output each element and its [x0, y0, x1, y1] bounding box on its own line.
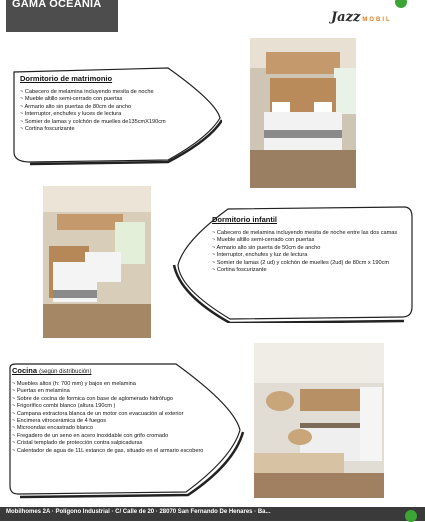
kids-bedroom-card [172, 203, 417, 323]
bedroom-master-card [8, 62, 222, 166]
list-item: ~ Cortina foscurizante [212, 267, 408, 274]
master-bedroom-photo [250, 38, 356, 188]
list-item: ~ Somier de lamas (2 ud) y colchón de muelles (2ud) de 80cm x 190cm [212, 260, 408, 267]
section-title: Dormitorio de matrimonio [20, 74, 113, 83]
list-item: ~ Interruptor, enchufes y luz de lectura [212, 252, 408, 259]
list-item: ~ Cabecero de melamina incluyendo mesita de noche entre las dos camas [212, 230, 408, 237]
brand-name: Jazz [331, 10, 361, 25]
list-item: ~ Cabecero de melamina incluyendo mesita de noche [20, 89, 218, 96]
list-item: ~ Campana extractora blanca de un motor con evacuación al exterior [12, 411, 240, 418]
list-item: ~ Interruptor, enchufes y luces de lectura [20, 111, 218, 118]
list-item: ~ Cristal templado de protección contra salpicaduras [12, 440, 240, 447]
list-item: ~ Encimera vitrocerámica de 4 fuegos [12, 418, 240, 425]
section-title-text: Cocina [12, 366, 38, 375]
kitchen-photo [254, 343, 384, 498]
list-item: ~ Cortina foscurizante [20, 126, 218, 133]
list-item: ~ Calentador de agua de 11L estanco de gas, situado en el armario escobero [12, 448, 240, 455]
list-item: ~ Somier de lamas y colchón de muelles de135cmX190cm [20, 119, 218, 126]
feature-list [212, 230, 408, 274]
page-title: GAMA OCEANIA [12, 0, 102, 10]
list-item: ~ Puertas en melamina [12, 388, 240, 395]
header-band [6, 0, 118, 32]
logo-circle-icon [395, 0, 407, 8]
list-item: ~ Frigorífico combi blanco (altura 190cm ) [12, 403, 240, 410]
feature-list [12, 381, 240, 455]
list-item: ~ Mueble altillo semi-cerrado con puertas [20, 96, 218, 103]
list-item: ~ Armario alto sin puerta de 50cm de ancho [212, 245, 408, 252]
feature-list [20, 89, 218, 133]
list-item: ~ Muebles altos (h: 700 mm) y bajos en melamina [12, 381, 240, 388]
brand-suffix: MOBIL [362, 17, 392, 23]
list-item: ~ Sobre de cocina de formica con base de aglomerado hidrófugo [12, 396, 240, 403]
kids-bedroom-photo [43, 186, 151, 338]
footer-bar [0, 507, 425, 521]
section-title: Dormitorio infantil [212, 215, 277, 224]
list-item: ~ Fregadero de un seno en acero inoxidable con grifo cromado [12, 433, 240, 440]
footer-logo-icon [405, 510, 417, 522]
list-item: ~ Microondas encastrado blanco [12, 425, 240, 432]
brand-logo [331, 8, 421, 26]
kitchen-card [6, 360, 246, 500]
list-item: ~ Armario alto sin puertas de 80cm de ancho [20, 104, 218, 111]
section-subtitle: (según distribución) [39, 369, 92, 375]
list-item: ~ Mueble altillo semi-cerrado con puertas [212, 237, 408, 244]
section-title [12, 366, 240, 375]
footer-text: Mobilhomes 2A · Polígono Industrial · C/ Calle de 20 · 28070 San Fernando De Henares · Ba... [6, 509, 271, 515]
